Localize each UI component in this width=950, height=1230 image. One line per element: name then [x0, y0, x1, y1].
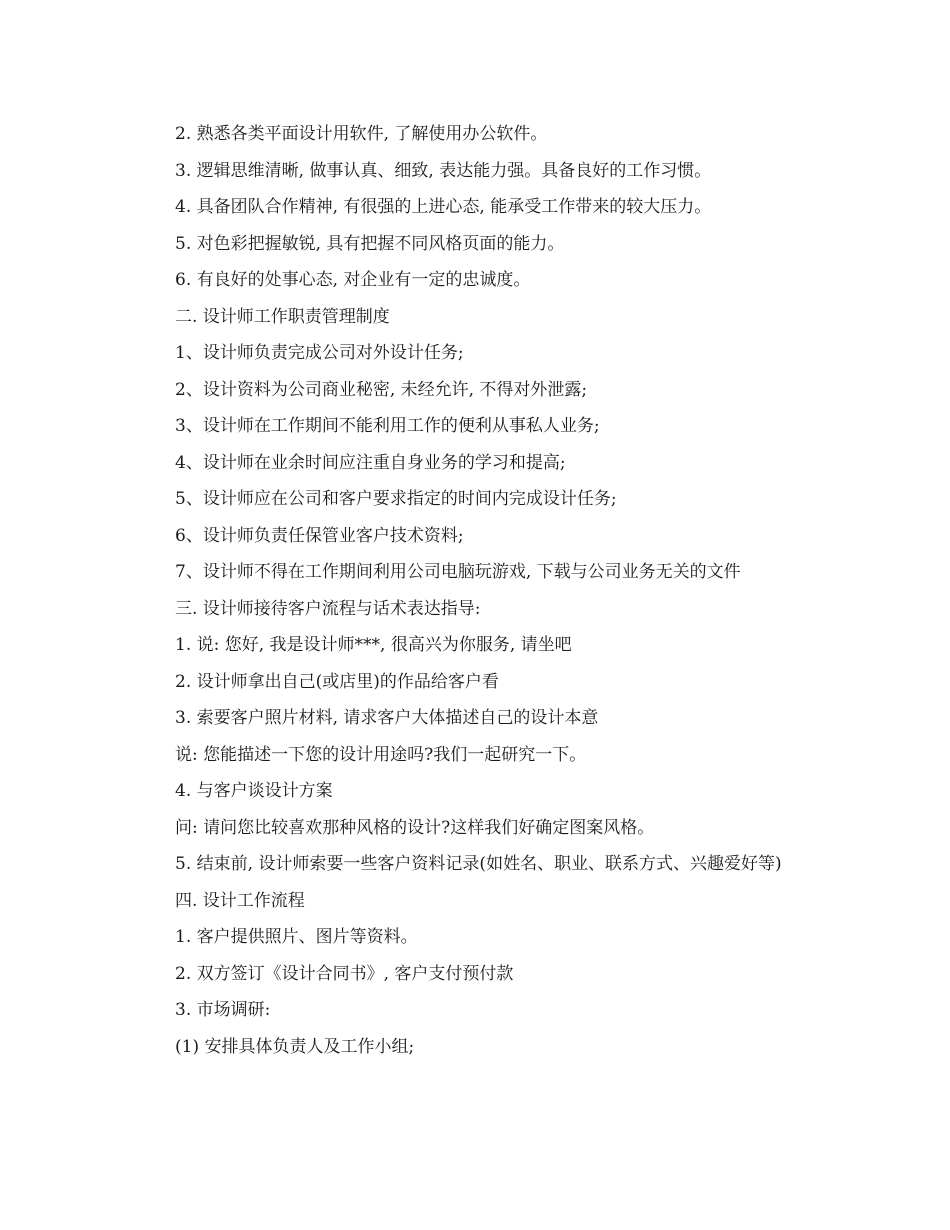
paragraph: 3、设计师在工作期间不能利用工作的便利从事私人业务;	[175, 416, 600, 436]
paragraph: 4. 具备团队合作精神, 有很强的上进心态, 能承受工作带来的较大压力。	[175, 197, 712, 217]
paragraph: 6. 有良好的处事心态, 对企业有一定的忠诚度。	[175, 270, 531, 290]
paragraph: 4. 与客户谈设计方案	[175, 781, 333, 801]
document-body	[137, 116, 817, 1065]
paragraph: 1. 说: 您好, 我是设计师***, 很高兴为你服务, 请坐吧	[175, 635, 572, 655]
section-heading: 三. 设计师接待客户流程与话术表达指导:	[175, 598, 481, 619]
paragraph: 3. 索要客户照片材料, 请求客户大体描述自己的设计本意	[175, 708, 599, 728]
paragraph: 5、设计师应在公司和客户要求指定的时间内完成设计任务;	[175, 489, 617, 509]
paragraph: 2. 设计师拿出自己(或店里)的作品给客户看	[175, 671, 499, 692]
paragraph: 说: 您能描述一下您的设计用途吗?我们一起研究一下。	[175, 744, 587, 765]
paragraph: 问: 请问您比较喜欢那种风格的设计?这样我们好确定图案风格。	[175, 817, 655, 838]
paragraph: 4、设计师在业余时间应注重自身业务的学习和提高;	[175, 452, 566, 473]
paragraph: 2. 熟悉各类平面设计用软件, 了解使用办公软件。	[175, 124, 548, 144]
paragraph: (1) 安排具体负责人及工作小组;	[175, 1036, 415, 1057]
paragraph: 5. 结束前, 设计师索要一些客户资料记录(如姓名、职业、联系方式、兴趣爱好等)	[175, 854, 782, 874]
paragraph: 3. 市场调研:	[175, 1000, 271, 1020]
paragraph: 1、设计师负责完成公司对外设计任务;	[175, 343, 464, 363]
paragraph: 7、设计师不得在工作期间利用公司电脑玩游戏, 下载与公司业务无关的文件	[175, 562, 741, 582]
section-heading: 四. 设计工作流程	[175, 890, 305, 911]
section-heading: 二. 设计师工作职责管理制度	[175, 306, 390, 327]
paragraph: 2、设计资料为公司商业秘密, 未经允许, 不得对外泄露;	[175, 379, 588, 400]
paragraph: 3. 逻辑思维清晰, 做事认真、细致, 表达能力强。具备良好的工作习惯。	[175, 160, 712, 181]
paragraph: 5. 对色彩把握敏锐, 具有把握不同风格页面的能力。	[175, 233, 565, 254]
paragraph: 1. 客户提供照片、图片等资料。	[175, 927, 418, 947]
paragraph: 2. 双方签订《设计合同书》, 客户支付预付款	[175, 963, 514, 984]
paragraph: 6、设计师负责任保管业客户技术资料;	[175, 525, 464, 546]
